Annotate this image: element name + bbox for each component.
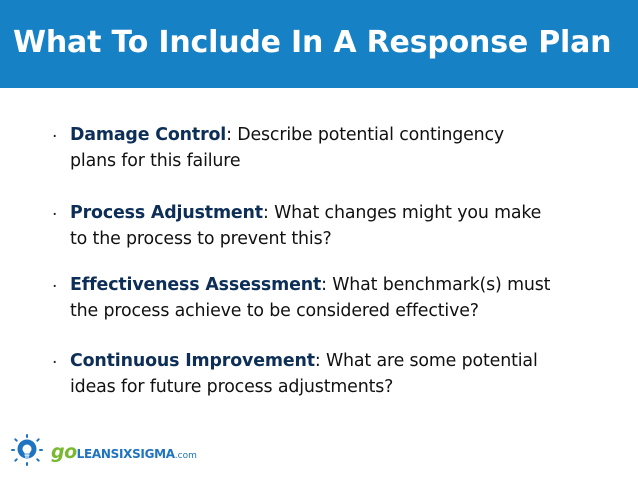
bullet-text (70, 348, 580, 400)
bullet-description-continued: the process achieve to be considered effective? (70, 301, 479, 321)
bullet-marker: · (52, 127, 58, 147)
bullet-term: Damage Control (70, 125, 227, 145)
slide-title: What To Include In A Response Plan (13, 25, 612, 60)
logo-name: LEANSIXSIGMA (76, 447, 175, 461)
logo-suffix: .com (174, 451, 197, 461)
bullet-term: Process Adjustment (70, 203, 263, 223)
bullet-marker: · (52, 353, 58, 373)
bullet-description: What benchmark(s) must (326, 275, 551, 295)
bullet-text (70, 200, 580, 252)
bullet-separator: : (226, 125, 232, 145)
bullet-description-continued: plans for this failure (70, 151, 241, 171)
bullet-term: Continuous Improvement (70, 351, 315, 371)
bullet-description-continued: to the process to prevent this? (70, 229, 332, 249)
lightbulb-icon (11, 434, 43, 466)
goleansixsigma-logo (11, 434, 201, 466)
bullet-separator: : (262, 203, 269, 223)
bullet-description-continued: ideas for future process adjustments? (70, 377, 394, 397)
bullet-separator: : (321, 275, 327, 295)
logo-wordmark (51, 441, 197, 463)
bullet-description: What changes might you make (268, 203, 542, 223)
bullet-text (70, 122, 580, 174)
bullet-marker: · (52, 205, 58, 225)
bullet-description: What are some potential (320, 351, 538, 371)
bullet-separator: : (314, 351, 321, 371)
bullet-text (70, 272, 580, 324)
bullet-term: Effectiveness Assessment (70, 275, 322, 295)
bullet-marker: · (52, 277, 58, 297)
bullet-description: Describe potential contingency (231, 125, 505, 145)
logo-go: go (51, 441, 77, 463)
